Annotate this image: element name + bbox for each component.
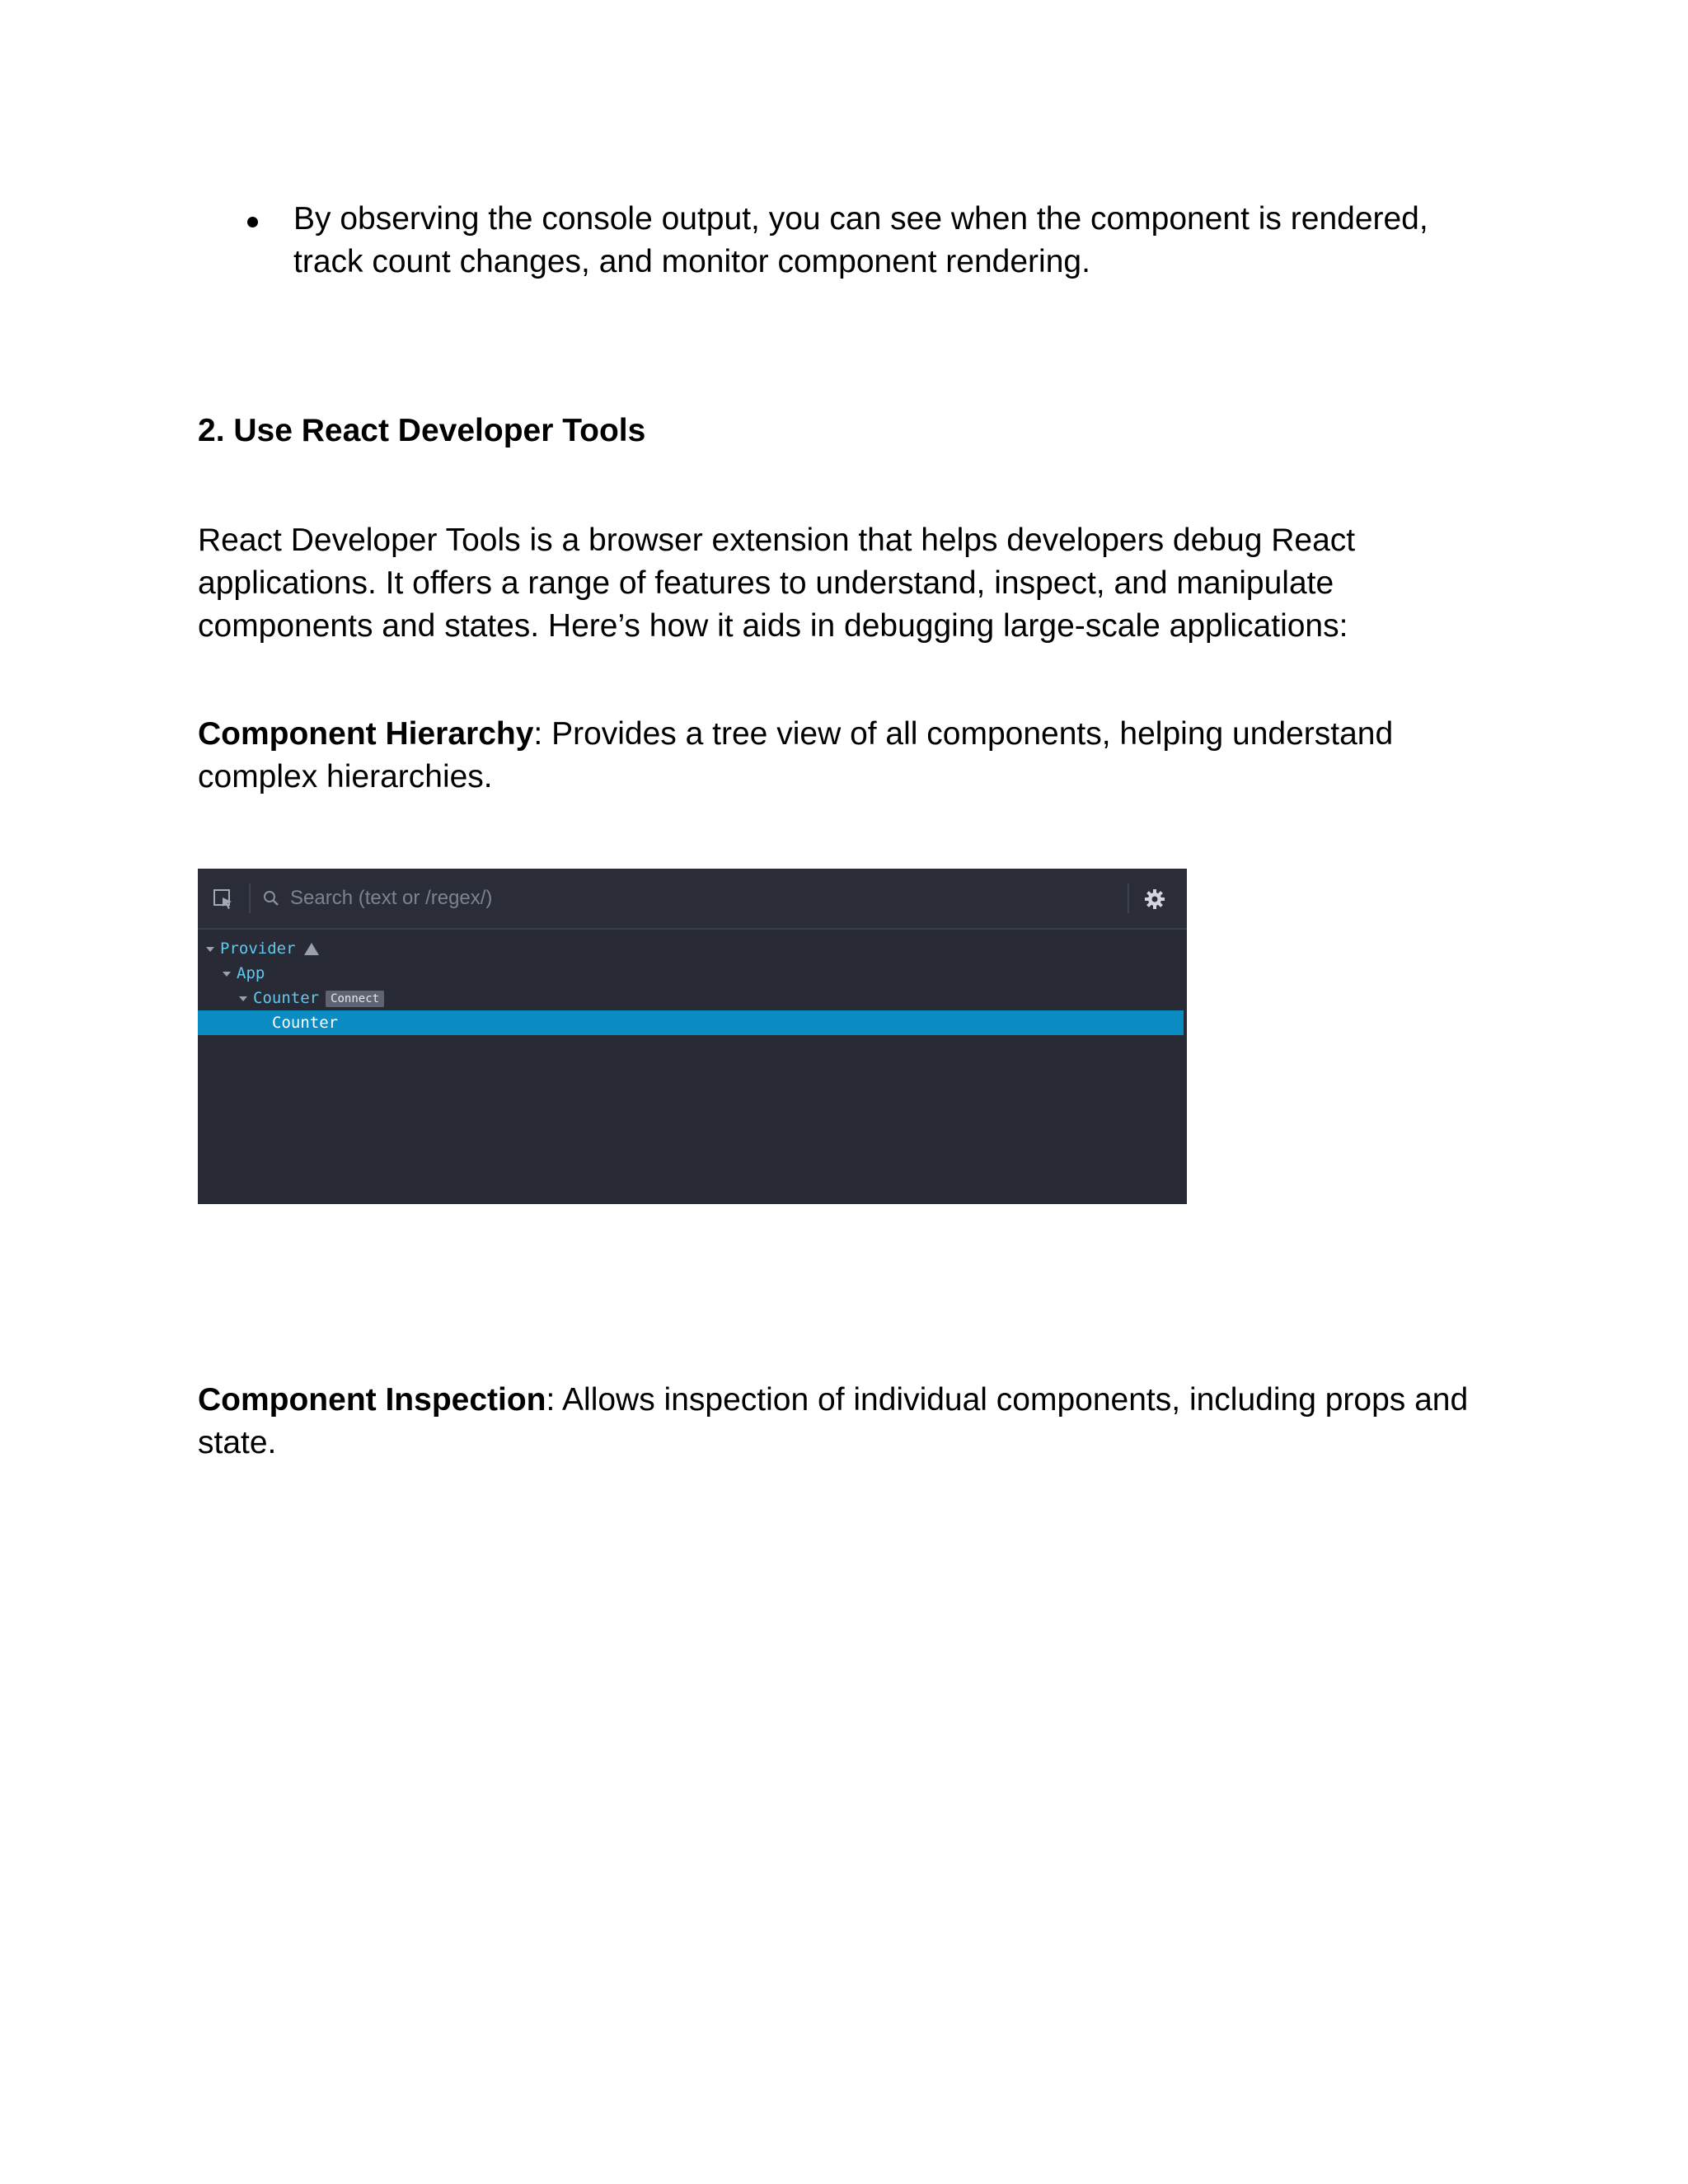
intro-paragraph: React Developer Tools is a browser extension that helps developers debug React applications. It offers a range of features to understand, inspect, and manipulate components and states. Here’s how it aids in debugging large-scale applications: (198, 523, 1356, 644)
search-icon (262, 889, 280, 907)
toolbar-divider (249, 883, 251, 913)
gear-icon[interactable] (1144, 888, 1165, 910)
hierarchy-description: : Provides a tree view of all components, helping understand complex hierarchies. (198, 716, 1394, 794)
section-heading: 2. Use React Developer Tools (198, 413, 646, 448)
hoc-badge: Connect (326, 991, 384, 1007)
hierarchy-paragraph (198, 713, 1484, 799)
tree-row-counter-connect[interactable] (198, 986, 1184, 1010)
caret-down-icon[interactable] (239, 996, 247, 1001)
search-input[interactable] (290, 883, 1032, 913)
bullet-dot (247, 217, 258, 227)
inspection-term: Component Inspection (198, 1382, 546, 1418)
element-picker-icon[interactable] (213, 888, 234, 910)
devtools-toolbar (198, 869, 1187, 930)
tree-row-counter-selected[interactable] (198, 1010, 1184, 1035)
toolbar-divider (1128, 883, 1129, 913)
component-name: App (237, 964, 265, 982)
caret-down-icon[interactable] (206, 947, 214, 952)
component-name: Counter (253, 989, 320, 1007)
hierarchy-term: Component Hierarchy (198, 716, 534, 752)
tree-row-provider[interactable] (198, 936, 1184, 961)
react-devtools-screenshot (198, 869, 1187, 1204)
component-name: Counter (272, 1014, 339, 1032)
warning-icon (304, 943, 319, 955)
caret-down-icon[interactable] (223, 972, 231, 977)
tree-row-app[interactable] (198, 961, 1184, 986)
component-name: Provider (220, 940, 296, 958)
component-tree (198, 936, 1184, 1035)
inspection-description: : Allows inspection of individual components, including props and state. (198, 1382, 1469, 1460)
inspection-paragraph (198, 1379, 1484, 1465)
bullet-text: By observing the console output, you can see when the component is rendered, track count changes, and monitor component rendering. (293, 201, 1428, 279)
